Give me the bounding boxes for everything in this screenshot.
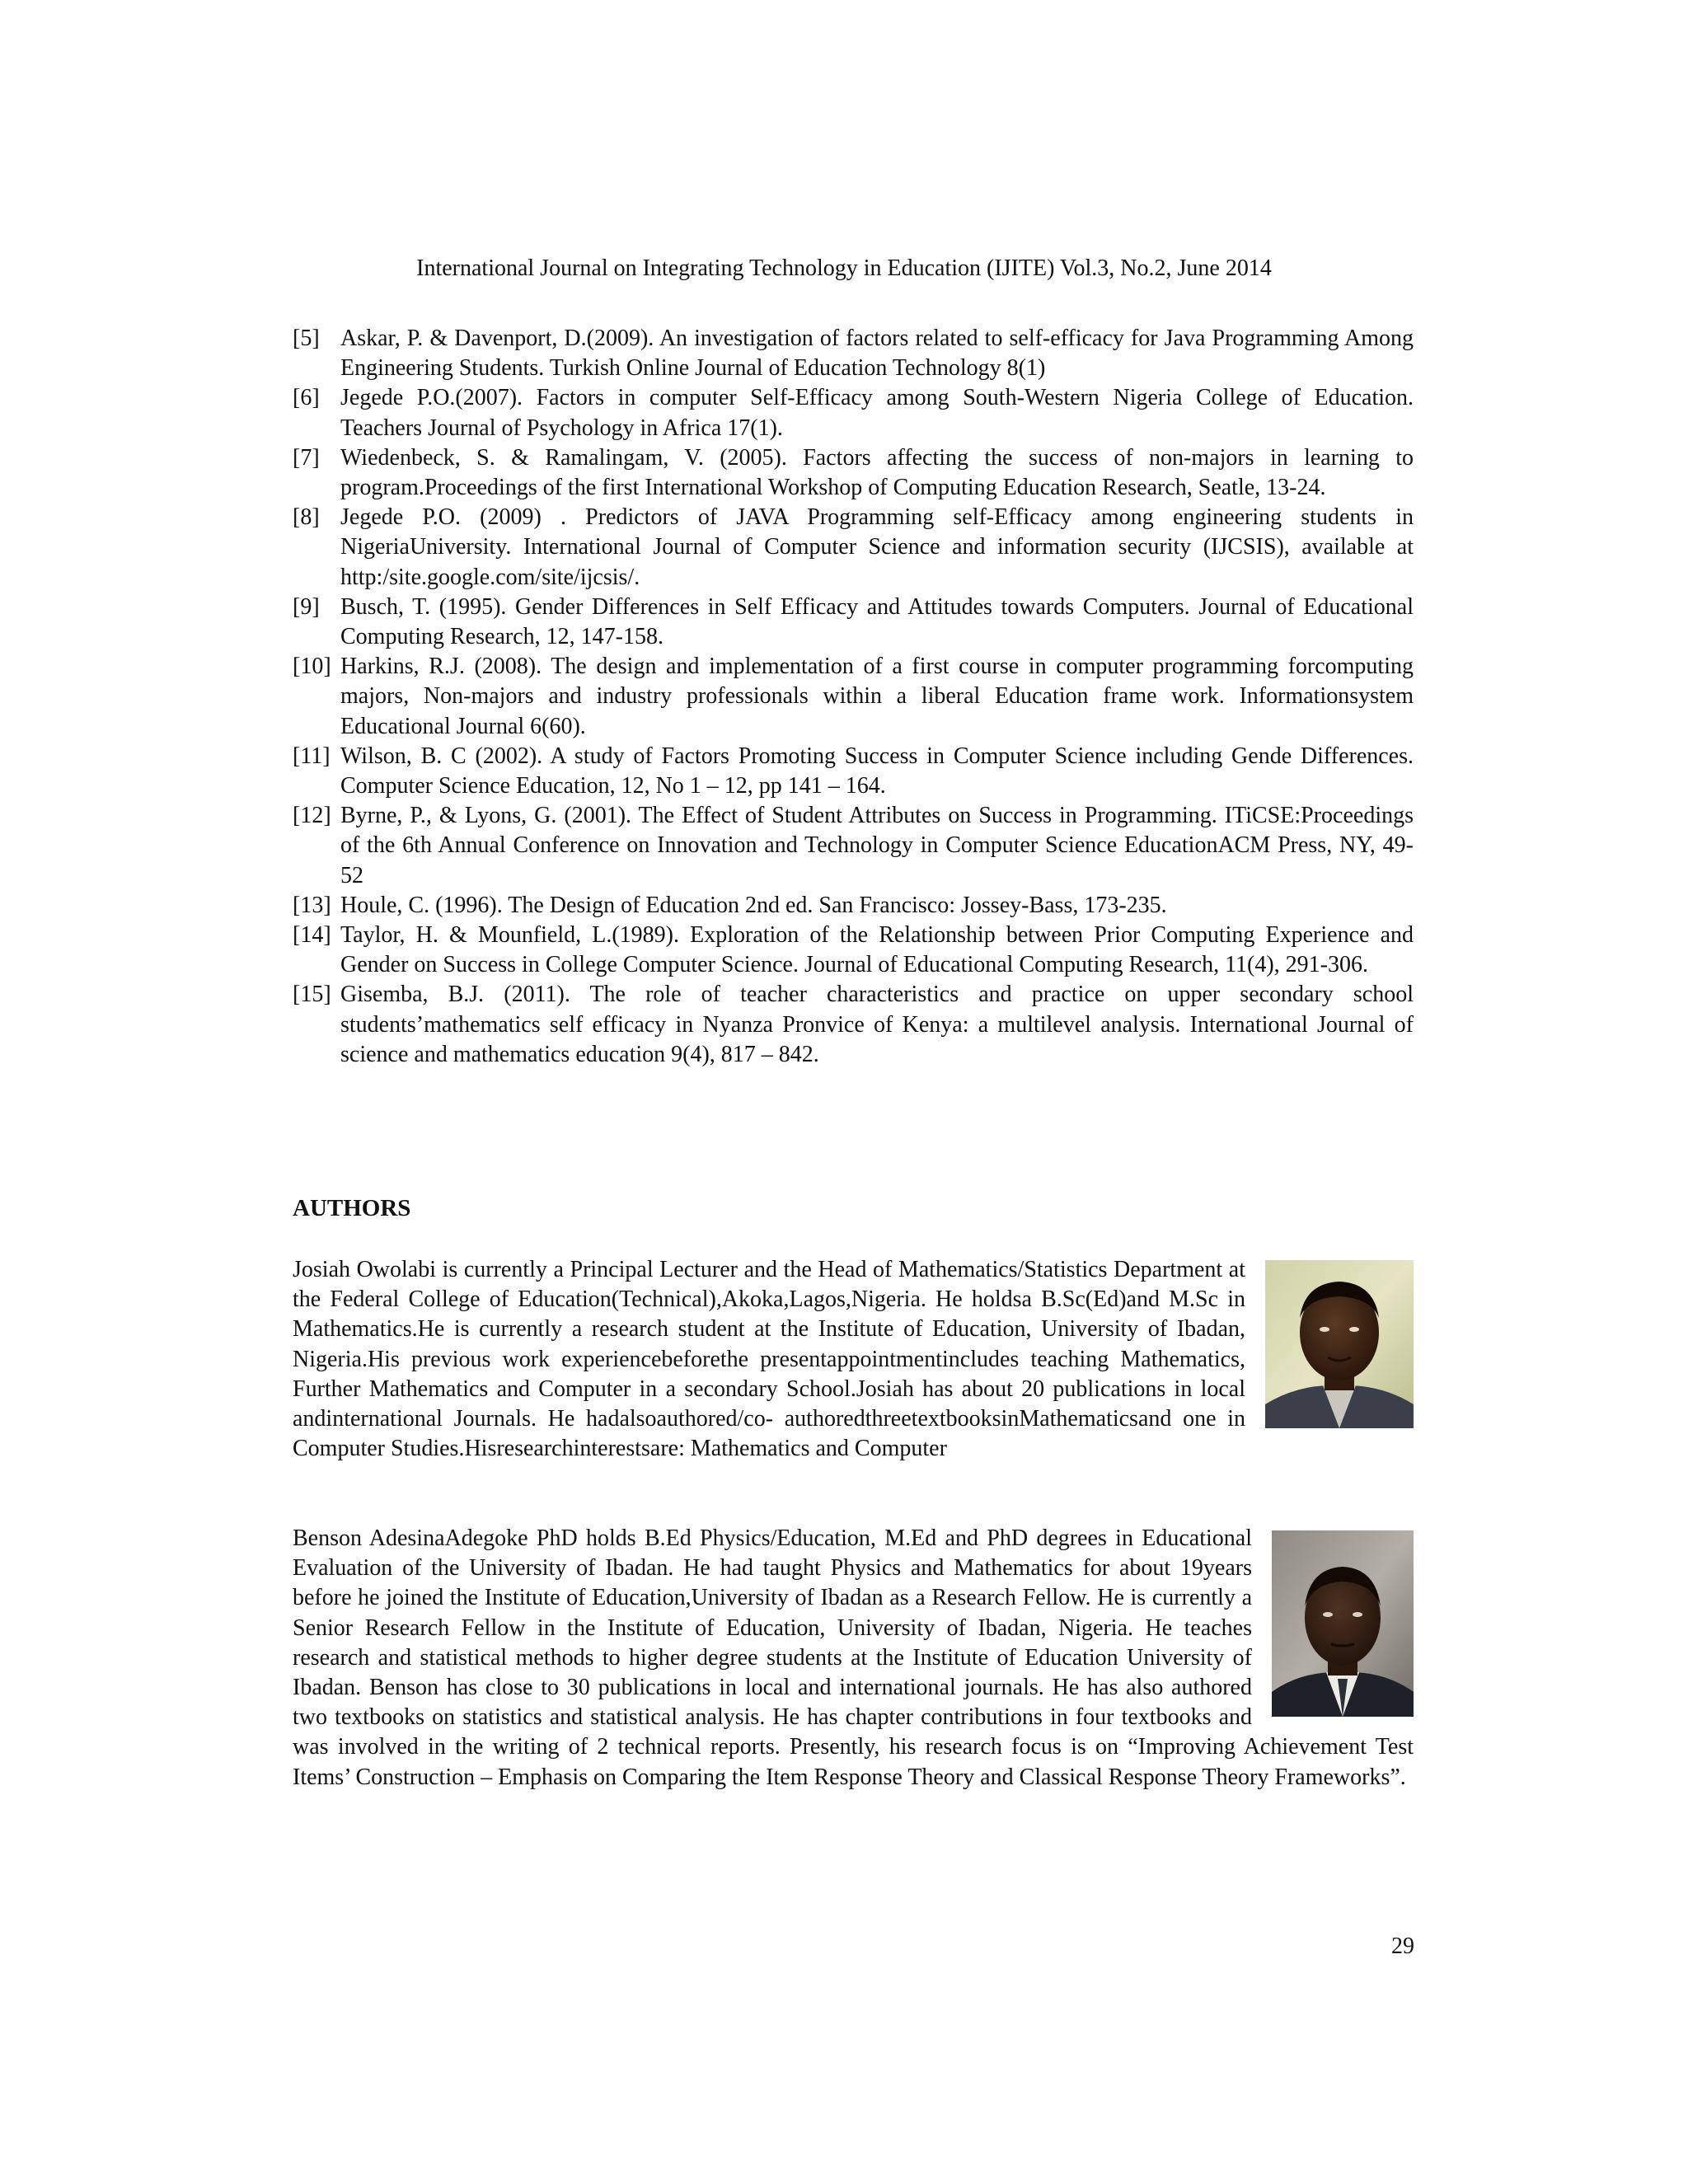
reference-number: [11] (293, 743, 331, 769)
reference-item (293, 593, 1414, 652)
reference-list (293, 324, 1414, 1070)
reference-number: [15] (293, 982, 331, 1008)
reference-text: Houle, C. (1996). The Design of Education 2nd ed. San Francisco: Jossey-Bass, 173-235. (340, 892, 1167, 918)
reference-item (293, 891, 1414, 921)
reference-number: [14] (293, 922, 331, 949)
reference-text: Harkins, R.J. (2008). The design and implementation of a first course in computer programming forcomputing majors, Non-majors and industry professionals within a liberal Education frame work. Informationsystem Educational Journal 6(60). (340, 654, 1414, 739)
author-bio-text: Josiah Owolabi is currently a Principal Lecturer and the Head of Mathematics/Statistics Department at the Federal College of Education(Technical),Akoka,Lagos,Nigeria. He holdsa B.Sc(Ed)and M.Sc in Mathematics.He is currently a research student at the Institute of Education, University of Ibadan, Nigeria.His previous work experiencebeforethe presentappointmentincludes teaching Mathematics, Further Mathematics and Computer in a secondary School.Josiah has about 20 publications in local andinternational Journals. He hadalsoauthored/co- authoredthreetextbooksinMathematicsand one in Computer Studies.Hisresearchinterestsare: Mathematics and Computer (293, 1257, 1245, 1462)
reference-number: [7] (293, 444, 320, 471)
reference-number: [12] (293, 803, 331, 829)
reference-text: Taylor, H. & Mounfield, L.(1989). Exploration of the Relationship between Prior Computing Experience and Gender on Success in College Computer Science. Journal of Educational Computing Research, 11(4), 291-306. (340, 922, 1414, 978)
reference-text: Byrne, P., & Lyons, G. (2001). The Effect of Student Attributes on Success in Programming. ITiCSE:Proceedings of the 6th Annual Conference on Innovation and Technology in Computer Science EducationACM Press, NY, 49-52 (340, 803, 1414, 888)
reference-text: Jegede P.O.(2007). Factors in computer Self-Efficacy among South-Western Nigeria College of Education. Teachers Journal of Psychology in Africa 17(1). (340, 385, 1414, 441)
author-bio (293, 1524, 1414, 1793)
reference-item (293, 443, 1414, 503)
reference-text: Wiedenbeck, S. & Ramalingam, V. (2005). Factors affecting the success of non-majors in learning to program.Proceedings of the first International Workshop of Computing Education Research, Seatle, 13-24. (340, 444, 1414, 501)
reference-number: [13] (293, 892, 331, 918)
reference-item (293, 652, 1414, 742)
reference-item (293, 383, 1414, 443)
reference-item (293, 801, 1414, 891)
reference-item (293, 324, 1414, 383)
reference-number: [10] (293, 654, 331, 680)
author-photo (1265, 1260, 1414, 1428)
author-bio-text: Benson AdesinaAdegoke PhD holds B.Ed Physics/Education, M.Ed and PhD degrees in Educational Evaluation of the University of Ibadan. He had taught Physics and Mathematics for about 19years before he joined the Institute of Education,University of Ibadan as a Research Fellow. He is currently a Senior Research Fellow in the Institute of Education, University of Ibadan, Nigeria. He teaches research and statistical methods to higher degree students at the Institute of Education University of Ibadan. Benson has close to 30 publications in local and international journals. He has also authored two textbooks on statistics and statistical analysis. He has chapter contributions in four textbooks and was involved in the writing of 2 technical reports. Presently, his research focus is on “Improving Achievement Test Items’ Construction – Emphasis on Comparing the Item Response Theory and Classical Response Theory Frameworks”. (293, 1526, 1414, 1790)
authors-heading: AUTHORS (293, 1195, 411, 1221)
reference-item (293, 742, 1414, 801)
author-photo (1272, 1530, 1414, 1717)
reference-number: [6] (293, 385, 320, 411)
reference-number: [9] (293, 593, 320, 620)
reference-text: Askar, P. & Davenport, D.(2009). An investigation of factors related to self-efficacy for Java Programming Among Engineering Students. Turkish Online Journal of Education Technology 8(1) (340, 326, 1414, 382)
reference-item (293, 503, 1414, 593)
reference-text: Jegede P.O. (2009) . Predictors of JAVA Programming self-Efficacy among engineering students in NigeriaUniversity. International Journal of Computer Science and information security (IJCSIS), available at http:/site.google.com/site/ijcsis/. (340, 504, 1414, 590)
reference-number: [5] (293, 326, 320, 351)
page-number: 29 (1391, 1933, 1414, 1959)
author-bio (293, 1255, 1414, 1464)
reference-text: Wilson, B. C (2002). A study of Factors Promoting Success in Computer Science including Gende Differences. Computer Science Education, 12, No 1 – 12, pp 141 – 164. (340, 743, 1414, 799)
running-header: International Journal on Integrating Technology in Education (IJITE) Vol.3, No.2, June 2014 (416, 255, 1272, 281)
reference-text: Gisemba, B.J. (2011). The role of teacher characteristics and practice on upper secondary school students’mathematics self efficacy in Nyanza Pronvice of Kenya: a multilevel analysis. International Journal of science and mathematics education 9(4), 817 – 842. (340, 982, 1414, 1067)
reference-text: Busch, T. (1995). Gender Differences in Self Efficacy and Attitudes towards Computers. Journal of Educational Computing Research, 12, 147-158. (340, 593, 1414, 650)
reference-item (293, 921, 1414, 980)
reference-item (293, 980, 1414, 1070)
reference-number: [8] (293, 504, 320, 531)
